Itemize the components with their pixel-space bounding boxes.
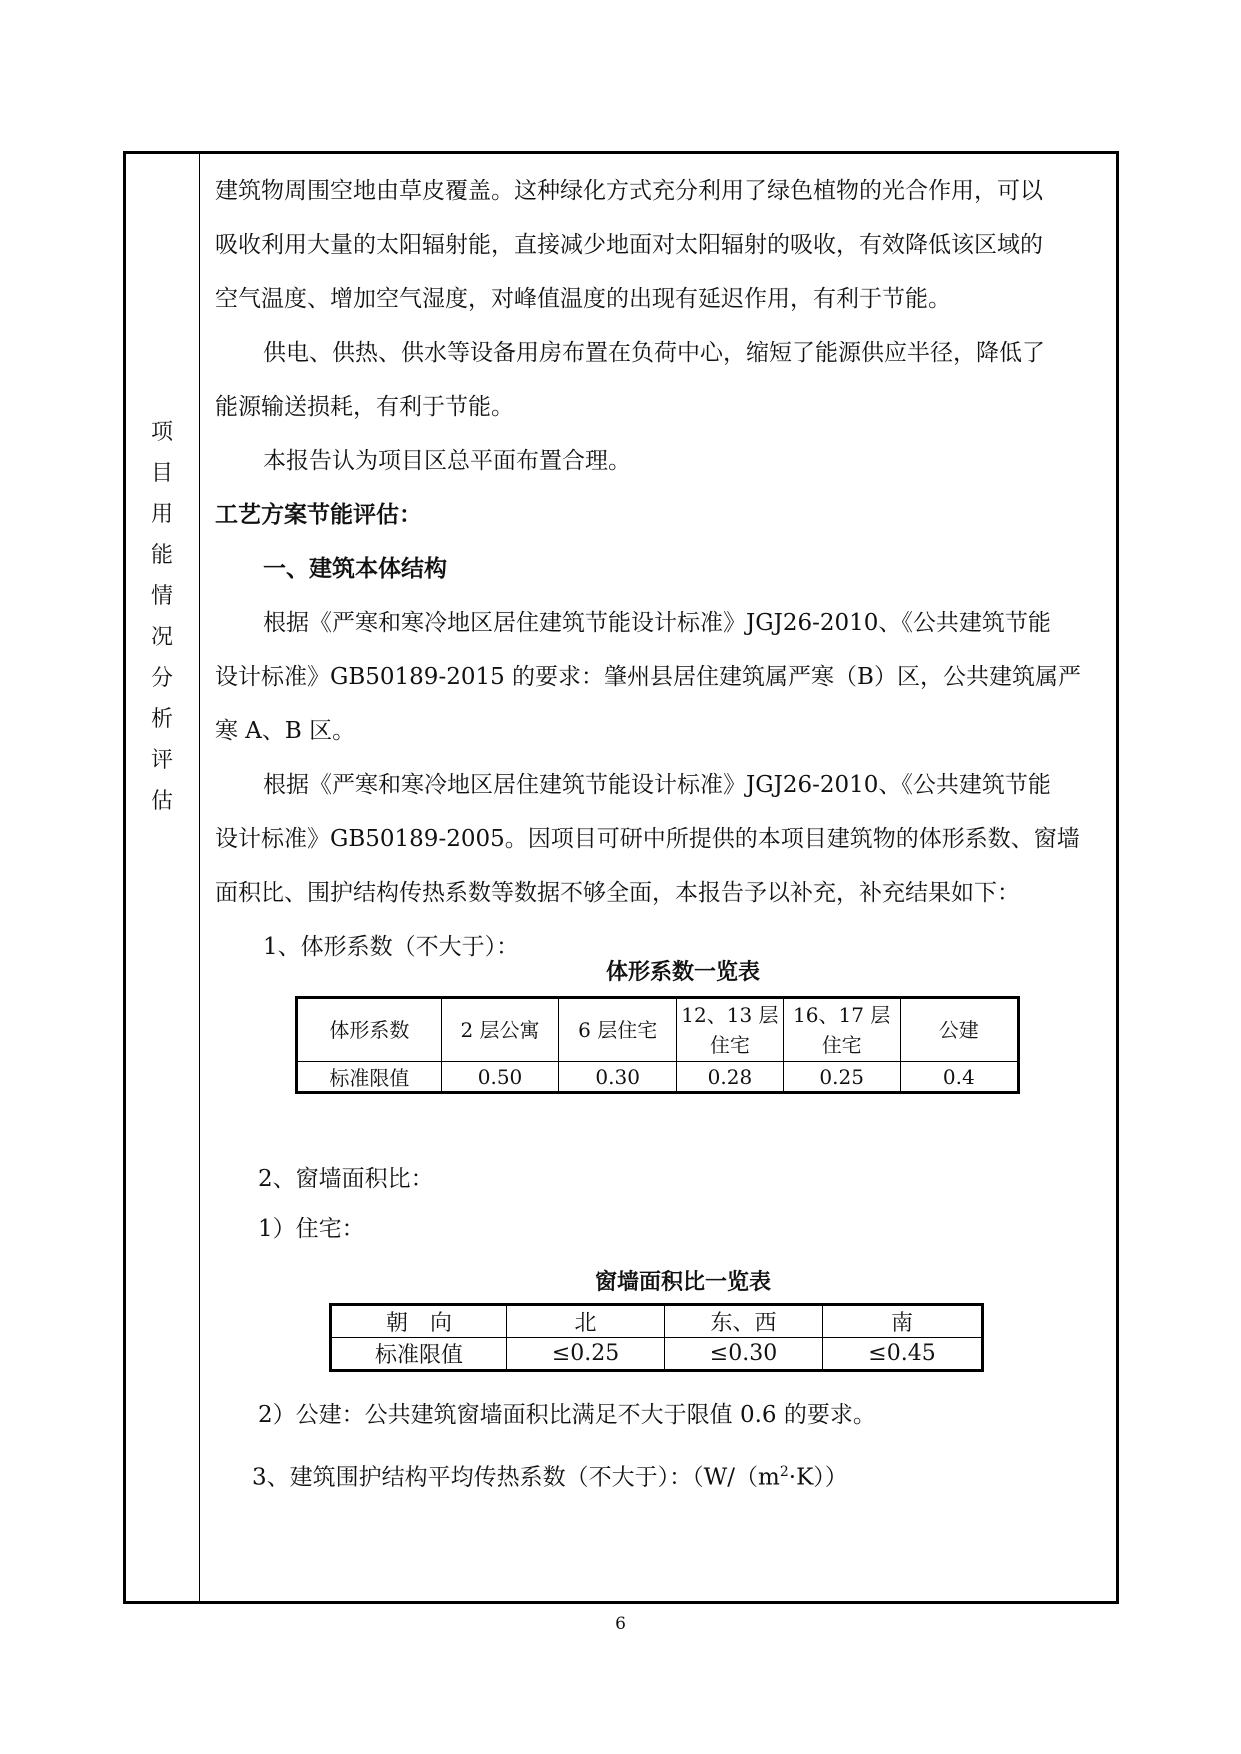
table-header-cell: 南: [823, 1305, 983, 1338]
paragraph-line: 设计标准》GB50189-2005。因项目可研中所提供的本项目建筑物的体形系数、窗墙: [215, 826, 1080, 852]
side-label: [126, 412, 198, 822]
paragraph-line: 建筑物周围空地由草皮覆盖。这种绿化方式充分利用了绿色植物的光合作用，可以: [215, 178, 1043, 204]
table-header-cell: 公建: [900, 998, 1018, 1062]
table-cell: 0.25: [783, 1062, 900, 1093]
paragraph-line: 供电、供热、供水等设备用房布置在负荷中心，缩短了能源供应半径，降低了: [263, 340, 1045, 366]
paragraph-line: 根据《严寒和寒冷地区居住建筑节能设计标准》JGJ26-2010、《公共建筑节能: [263, 772, 1051, 798]
table-cell: 0.28: [676, 1062, 783, 1093]
section-heading: 工艺方案节能评估：: [215, 501, 422, 528]
side-column: [126, 154, 200, 1601]
side-char: 用: [150, 502, 173, 527]
table-header-cell: 2 层公寓: [441, 998, 559, 1062]
side-char: 析: [150, 707, 173, 732]
list-item: 2）公建：公共建筑窗墙面积比满足不大于限值 0.6 的要求。: [258, 1402, 876, 1428]
table-header-cell: 北: [507, 1305, 665, 1338]
content-area: [215, 164, 1107, 974]
list-item: 1）住宅：: [258, 1216, 365, 1242]
subsection-heading: 一、建筑本体结构: [263, 555, 447, 582]
table-header-cell: 6 层住宅: [559, 998, 677, 1062]
table-header-cell: 东、西: [665, 1305, 823, 1338]
side-char: 项: [150, 420, 173, 445]
paragraph-line: 面积比、围护结构传热系数等数据不够全面，本报告予以补充，补充结果如下：: [215, 880, 1020, 906]
window-wall-ratio-table: [329, 1303, 984, 1372]
unit-text: ·K））: [788, 1464, 848, 1491]
shape-coefficient-table: [295, 996, 1020, 1094]
table-cell: ≤0.45: [823, 1338, 983, 1371]
table-header-cell: 体形系数: [297, 998, 442, 1062]
list-item: 1、体形系数（不大于）：: [263, 934, 520, 960]
form-frame: [123, 151, 1119, 1604]
page-number: 6: [615, 1614, 626, 1634]
unit-text: 3、建筑围护结构平均传热系数（不大于）：（W/（m: [252, 1464, 780, 1491]
table-header-cell: 朝 向: [331, 1305, 507, 1338]
table-cell: 标准限值: [331, 1338, 507, 1371]
paragraph-line: 吸收利用大量的太阳辐射能，直接减少地面对太阳辐射的吸收，有效降低该区域的: [215, 232, 1043, 258]
list-item: [252, 1445, 848, 1505]
table-cell: 0.4: [900, 1062, 1018, 1093]
unit-superscript: 2: [779, 1464, 789, 1480]
side-char: 能: [150, 543, 173, 568]
side-char: 况: [150, 625, 173, 650]
table-header-cell: 16、17 层 住宅: [783, 998, 900, 1062]
table-header-cell: 12、13 层 住宅: [676, 998, 783, 1062]
side-char: 分: [150, 666, 173, 691]
paragraph-line: 本报告认为项目区总平面布置合理。: [263, 448, 631, 474]
side-char: 估: [150, 789, 173, 814]
paragraph-line: 空气温度、增加空气湿度，对峰值温度的出现有延迟作用，有利于节能。: [215, 286, 951, 312]
table1-title: 体形系数一览表: [605, 959, 760, 985]
side-char: 目: [150, 461, 173, 486]
table-cell: 标准限值: [297, 1062, 442, 1093]
paragraph-line: 寒 A、B 区。: [215, 718, 356, 744]
table-cell: 0.50: [441, 1062, 559, 1093]
paragraph-line: 根据《严寒和寒冷地区居住建筑节能设计标准》JGJ26-2010、《公共建筑节能: [263, 610, 1051, 636]
list-item: 2、窗墙面积比：: [258, 1166, 434, 1192]
paragraph-line: 能源输送损耗，有利于节能。: [215, 394, 514, 420]
paragraph-line: 设计标准》GB50189-2015 的要求：肇州县居住建筑属严寒（B）区，公共建筑属严: [215, 664, 1081, 690]
table-cell: 0.30: [559, 1062, 677, 1093]
table-cell: ≤0.30: [665, 1338, 823, 1371]
table-cell: ≤0.25: [507, 1338, 665, 1371]
table2-title: 窗墙面积比一览表: [594, 1269, 771, 1295]
side-char: 情: [150, 584, 173, 609]
side-char: 评: [150, 748, 173, 773]
